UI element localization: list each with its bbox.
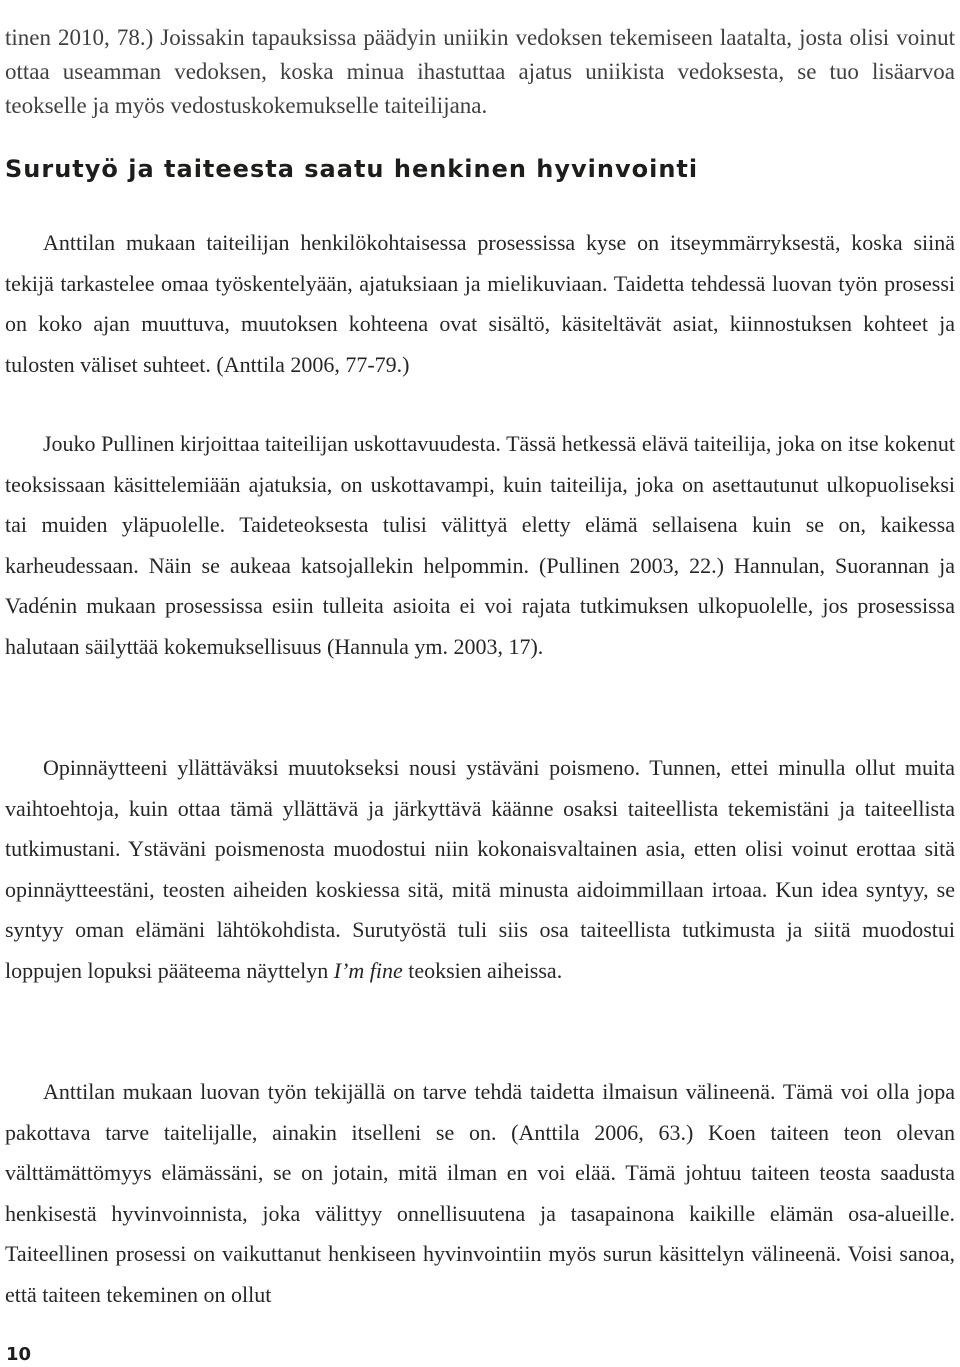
body-paragraph-3 (5, 748, 955, 991)
paragraph-3-text-end: teoksien aiheissa. (402, 957, 563, 983)
section-heading: Surutyö ja taiteesta saatu henkinen hyvinvointi (5, 155, 699, 183)
body-paragraph-4: Anttilan mukaan luovan työn tekijällä on tarve tehdä taidetta ilmaisun välineenä. Tämä voi olla jopa pakottava tarve taitelijalle, ainakin itselleni se on. (Anttila 2006, 63.) Koen taiteen teon olevan välttämättömyys elämässäni, se on jotain, mitä ilman en voi elää. Tämä johtuu taiteen teosta saadusta henkisestä hyvinvoinnista, joka välittyy onnellisuutena ja tasapainona kaikille elämän osa-alueille. Taiteellinen prosessi on vaikuttanut henkiseen hyvinvointiin myös surun käsittelyn välineenä. Voisi sanoa, että taiteen tekeminen on ollut (5, 1079, 955, 1307)
paragraph-3-text-start: Opinnäytteeni yllättäväksi muutokseksi nousi ystäväni poismeno. Tunnen, ettei minulla ollut muita vaihtoehtoja, kuin ottaa tämä yllättävä ja järkyttävä käänne osaksi taiteellista tekemistäni ja taiteellista tutkimustani. Ystäväni poismenosta muodostui niin kokonaisvaltainen asia, etten olisi voinut erottaa sitä opinnäytteestäni, teosten aiheiden koskiessa sitä, mitä minusta aidoimmillaan irtoaa. Kun idea syntyy, se syntyy oman elämäni lähtökohdista. Surutyöstä tuli siis osa taiteellista tutkimusta ja siitä muodostui loppujen lopuksi pääteema näyttelyn (5, 755, 955, 983)
intro-paragraph: tinen 2010, 78.) Joissakin tapauksissa päädyin uniikin vedoksen tekemiseen laatalta, josta olisi voinut ottaa useamman vedoksen, koska minua ihastuttaa ajatus uniikista vedoksesta, se tuo lisäarvoa teokselle ja myös vedostuskokemukselle taiteilijana. (5, 25, 955, 118)
page-number: 10 (6, 1344, 32, 1365)
exhibition-title: I’m fine (333, 957, 403, 983)
body-paragraph-2: Jouko Pullinen kirjoittaa taiteilijan uskottavuudesta. Tässä hetkessä elävä taiteilija, joka on itse kokenut teoksissaan käsittelemiään ajatuksia, on uskottavampi, kuin taiteilija, joka on asettautunut ulkopuoliseksi tai muiden yläpuolelle. Taideteoksesta tulisi välittyä eletty elämä sellaisena kuin se on, kaikessa karheudessaan. Näin se aukeaa katsojallekin helpommin. (Pullinen 2003, 22.) Hannulan, Suorannan ja Vadénin mukaan prosessissa esiin tulleita asioita ei voi rajata tutkimuksen ulkopuolelle, jos prosessissa halutaan säilyttää kokemuksellisuus (Hannula ym. 2003, 17). (5, 431, 955, 659)
body-paragraph-1: Anttilan mukaan taiteilijan henkilökohtaisessa prosessissa kyse on itseymmärryksestä, koska siinä tekijä tarkastelee omaa työskentelyään, ajatuksiaan ja mielikuviaan. Taidetta tehdessä luovan työn prosessi on koko ajan muuttuva, muutoksen kohteena ovat sisältö, käsiteltävät asiat, kiinnostuksen kohteet ja tulosten väliset suhteet. (Anttila 2006, 77-79.) (5, 230, 955, 377)
